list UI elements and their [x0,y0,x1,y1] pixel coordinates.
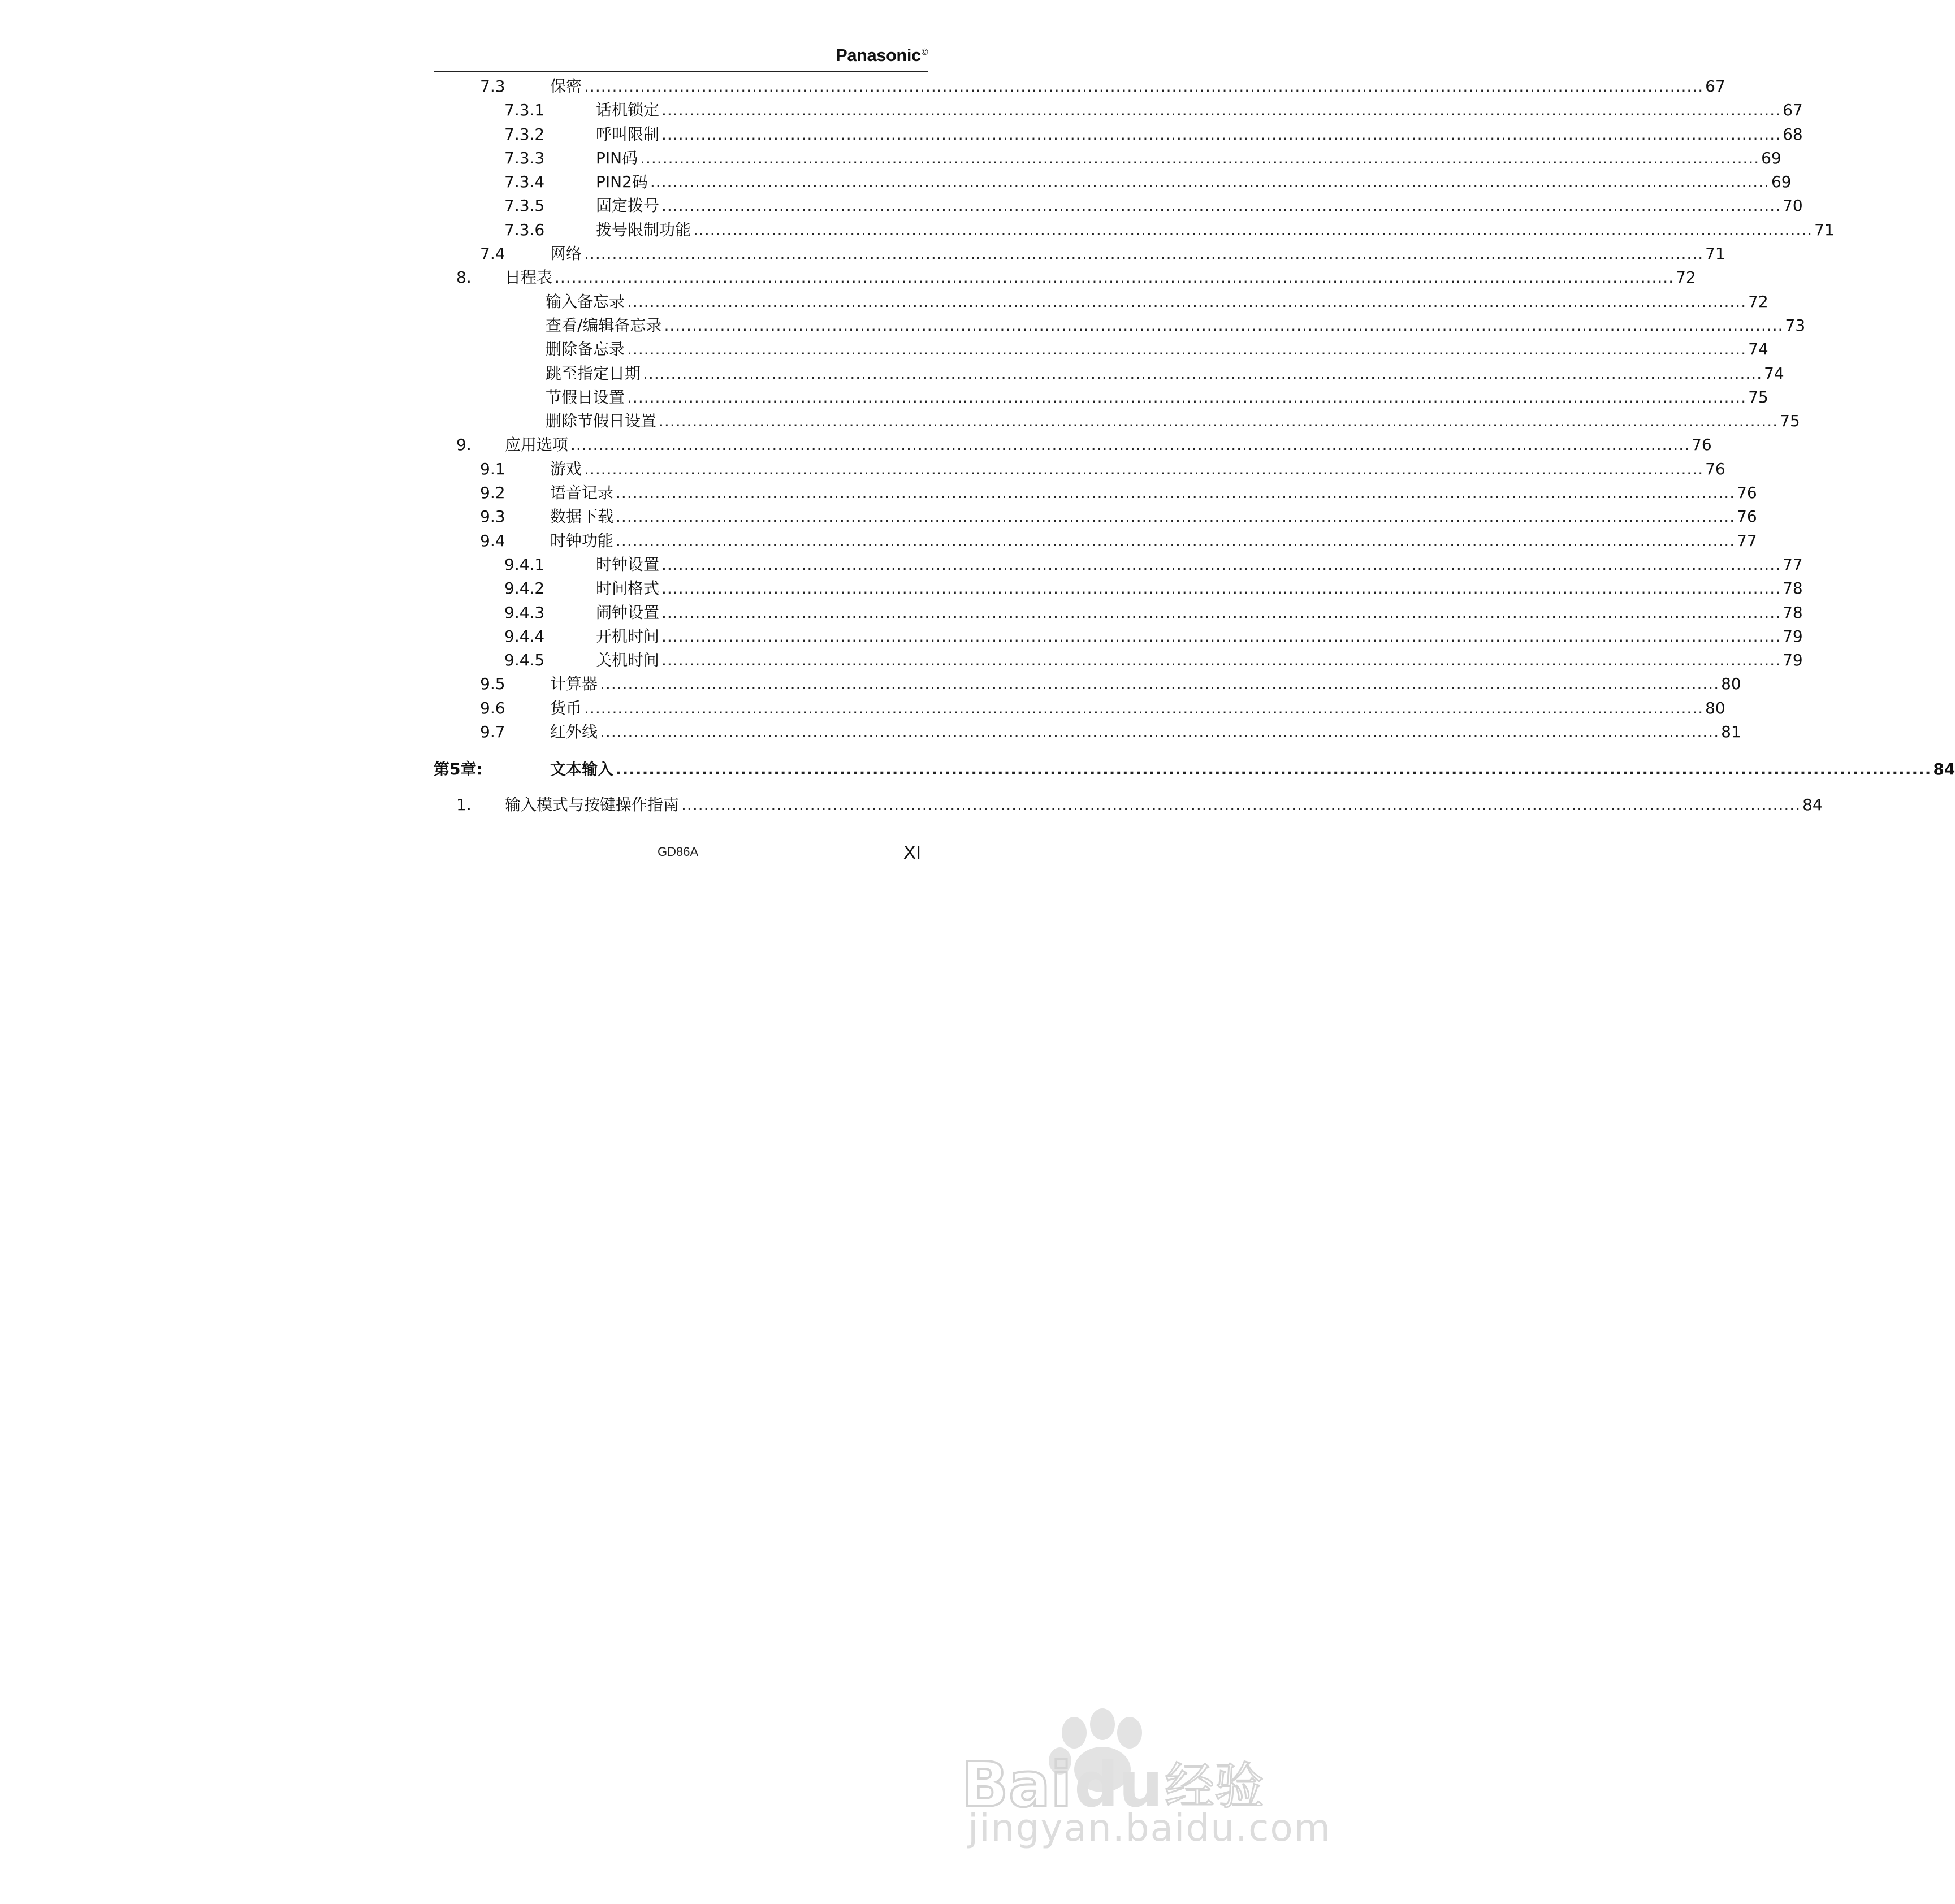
toc-leader-dots: ........................................................................................................................................................................................................ [616,483,1736,503]
toc-leader-dots: ........................................................................................................................................................................................................ [661,603,1781,622]
table-of-contents [434,75,1955,817]
toc-entry [434,75,1725,98]
toc-entry-number: 9.4 [480,531,505,550]
toc-entry-page: 71 [1813,218,1835,242]
toc-entry [434,505,1757,529]
toc-entry-number: 7.3.2 [504,124,545,144]
toc-entry [434,290,1768,314]
toc-leader-dots: ........................................................................................................................................................................................................ [627,340,1747,359]
toc-leader-dots: ........................................................................................................................................................................................................ [616,531,1736,550]
toc-leader-dots: ........................................................................................................................................................................................................ [555,268,1675,287]
toc-entry-number: 9.5 [480,674,505,694]
toc-entry-title: 应用选项 [505,433,570,457]
toc-entry-page: 72 [1674,266,1696,289]
watermark-logo-jingyan: 经验 [1165,1757,1265,1815]
toc-entry-title: 固定拨号 [596,194,661,218]
toc-entry [434,194,1803,218]
toc-entry [434,529,1757,553]
toc-entry [434,648,1803,672]
toc-entry-page: 78 [1781,577,1803,600]
toc-entry-page: 69 [1759,146,1781,170]
toc-entry-number: 9.4.3 [504,603,545,622]
toc-entry-page: 80 [1703,696,1725,720]
toc-entry-title: 删除节假日设置 [546,409,659,433]
toc-entry-number: 第5章: [434,760,483,779]
watermark-logo-du: du [1074,1749,1164,1821]
toc-entry-number: 9.4.5 [504,651,545,670]
toc-entry-title: 语音记录 [550,481,616,505]
toc-entry [434,337,1768,361]
toc-leader-dots: ........................................................................................................................................................................................................ [627,387,1747,406]
toc-leader-dots: ........................................................................................................................................................................................................ [640,148,1760,167]
toc-entry-number: 9.7 [480,722,505,742]
toc-entry-page: 79 [1781,625,1803,648]
watermark-url: jingyan.baidu.com [968,1806,1332,1850]
toc-entry-number: 7.3 [480,77,505,96]
toc-entry [434,625,1803,648]
toc-entry-title: 时钟功能 [550,529,616,553]
toc-entry [434,457,1725,481]
watermark-logo-text: Bai [961,1749,1072,1821]
toc-entry [434,218,1835,242]
toc-entry-title: 呼叫限制 [596,123,661,146]
toc-leader-dots: ........................................................................................................................................................................................................ [616,507,1736,526]
toc-entry-title: 红外线 [550,720,600,744]
toc-leader-dots: ........................................................................................................................................................................................................ [681,795,1801,814]
toc-entry-number: 7.3.1 [504,101,545,120]
toc-entry-page: 74 [1746,337,1768,361]
toc-entry [434,720,1741,744]
toc-entry-title: 游戏 [550,457,584,481]
toc-leader-dots: ........................................................................................................................................................................................................ [584,459,1704,478]
toc-leader-dots: ........................................................................................................................................................................................................ [661,124,1781,144]
toc-entry [434,672,1741,696]
toc-entry-page: 68 [1781,123,1803,146]
brand-mark: © [921,47,928,57]
toc-entry-page: 75 [1778,409,1800,433]
toc-leader-dots: ........................................................................................................................................................................................................ [584,698,1704,717]
toc-entry [434,577,1803,600]
toc-entry-page: 70 [1781,194,1803,218]
toc-leader-dots: ........................................................................................................................................................................................................ [584,77,1704,96]
toc-entry-page: 75 [1746,386,1768,409]
toc-entry [434,98,1803,122]
toc-entry-page: 77 [1781,553,1803,577]
toc-entry-number: 9.3 [480,507,505,526]
toc-entry [434,362,1784,386]
toc-entry-page: 74 [1762,362,1784,386]
toc-entry-number: 7.4 [480,244,505,263]
toc-entry [434,553,1803,577]
footer-model-code: GD86A [658,845,699,859]
toc-entry-number: 7.3.6 [504,220,545,239]
toc-entry-title: 闹钟设置 [596,601,661,625]
toc-entry-page: 72 [1746,290,1768,314]
toc-entry [434,409,1800,433]
toc-entry-page: 76 [1703,457,1725,481]
toc-leader-dots: ........................................................................................................................................................................................................ [600,674,1720,694]
toc-entry [434,481,1757,505]
toc-entry-page: 73 [1784,314,1806,337]
toc-entry-number: 9.2 [480,483,505,503]
toc-entry-page: 79 [1781,648,1803,672]
toc-entry-title: PIN码 [596,146,640,170]
toc-leader-dots: ........................................................................................................................................................................................................ [661,101,1781,120]
toc-leader-dots: ........................................................................................................................................................................................................ [584,244,1704,263]
toc-entry-page: 76 [1735,481,1757,505]
toc-leader-dots: ........................................................................................................................................................................................................ [600,722,1720,742]
toc-entry [434,793,1823,817]
footer-page-number: XI [903,842,922,863]
toc-entry-title: 日程表 [505,266,555,289]
toc-entry-number: 9.4.4 [504,626,545,646]
toc-entry-title: PIN2码 [596,170,650,194]
toc-leader-dots: ........................................................................................................................................................................................................ [661,651,1781,670]
toc-entry-title: 节假日设置 [546,386,627,409]
toc-entry [434,386,1768,409]
header-rule [434,71,928,72]
toc-entry-page: 78 [1781,601,1803,625]
toc-entry [434,170,1792,194]
toc-entry-page: 77 [1735,529,1757,553]
toc-entry-title: 时间格式 [596,577,661,600]
toc-entry-page: 84 [1931,758,1955,781]
toc-entry [434,601,1803,625]
toc-leader-dots: ........................................................................................................................................................................................................ [661,196,1781,215]
toc-leader-dots: ........................................................................................................................................................................................................ [570,435,1690,455]
toc-leader-dots: ........................................................................................................................................................................................................ [616,760,1932,779]
toc-entry-title: 计算器 [550,672,600,696]
toc-entry-page: 76 [1690,433,1712,457]
toc-entry-title: 文本输入 [550,758,616,781]
toc-entry-title: 删除备忘录 [546,337,627,361]
toc-leader-dots: ........................................................................................................................................................................................................ [659,412,1779,431]
toc-entry-page: 76 [1735,505,1757,529]
toc-entry-number: 7.3.3 [504,148,545,167]
toc-entry-title: 数据下载 [550,505,616,529]
toc-entry-page: 69 [1770,170,1792,194]
toc-entry [434,123,1803,146]
toc-entry-page: 71 [1703,242,1725,266]
toc-entry-title: 关机时间 [596,648,661,672]
toc-entry-title: 话机锁定 [596,98,661,122]
toc-leader-dots: ........................................................................................................................................................................................................ [661,579,1781,598]
toc-entry-title: 网络 [550,242,584,266]
toc-entry-number: 7.3.5 [504,196,545,215]
toc-entry-number: 9. [456,435,472,455]
toc-leader-dots: ........................................................................................................................................................................................................ [664,315,1784,335]
toc-entry-title: 输入备忘录 [546,290,627,314]
toc-entry-number: 9.1 [480,459,505,478]
toc-entry-title: 输入模式与按键操作指南 [505,793,681,817]
toc-entry [434,758,1955,781]
toc-entry-title: 查看/编辑备忘录 [546,314,664,337]
toc-entry-title: 保密 [550,75,584,98]
toc-entry-title: 开机时间 [596,625,661,648]
toc-leader-dots: ........................................................................................................................................................................................................ [627,292,1747,311]
toc-entry [434,146,1781,170]
toc-entry-page: 84 [1801,793,1823,817]
toc-entry-title: 跳至指定日期 [546,362,643,386]
toc-entry [434,696,1725,720]
toc-entry-title: 拨号限制功能 [596,218,693,242]
toc-entry [434,266,1696,289]
toc-entry [434,242,1725,266]
toc-entry-page: 67 [1781,98,1803,122]
toc-entry-number: 9.4.1 [504,555,545,574]
toc-entry-number: 9.6 [480,698,505,717]
toc-leader-dots: ........................................................................................................................................................................................................ [661,555,1781,574]
toc-entry-number: 1. [456,795,472,814]
toc-leader-dots: ........................................................................................................................................................................................................ [661,626,1781,646]
toc-entry-number: 8. [456,268,472,287]
toc-entry-title: 时钟设置 [596,553,661,577]
toc-leader-dots: ........................................................................................................................................................................................................ [650,172,1770,192]
toc-entry-title: 货币 [550,696,584,720]
toc-entry-page: 81 [1719,720,1741,744]
toc-entry [434,314,1806,337]
brand-logo [836,45,928,66]
toc-entry-number: 9.4.2 [504,579,545,598]
brand-name: Panasonic [836,45,921,65]
toc-entry-number: 7.3.4 [504,172,545,192]
toc-leader-dots: ........................................................................................................................................................................................................ [693,220,1813,239]
toc-leader-dots: ........................................................................................................................................................................................................ [643,364,1763,383]
toc-entry [434,433,1712,457]
toc-entry-page: 80 [1719,672,1741,696]
toc-entry-page: 67 [1703,75,1725,98]
